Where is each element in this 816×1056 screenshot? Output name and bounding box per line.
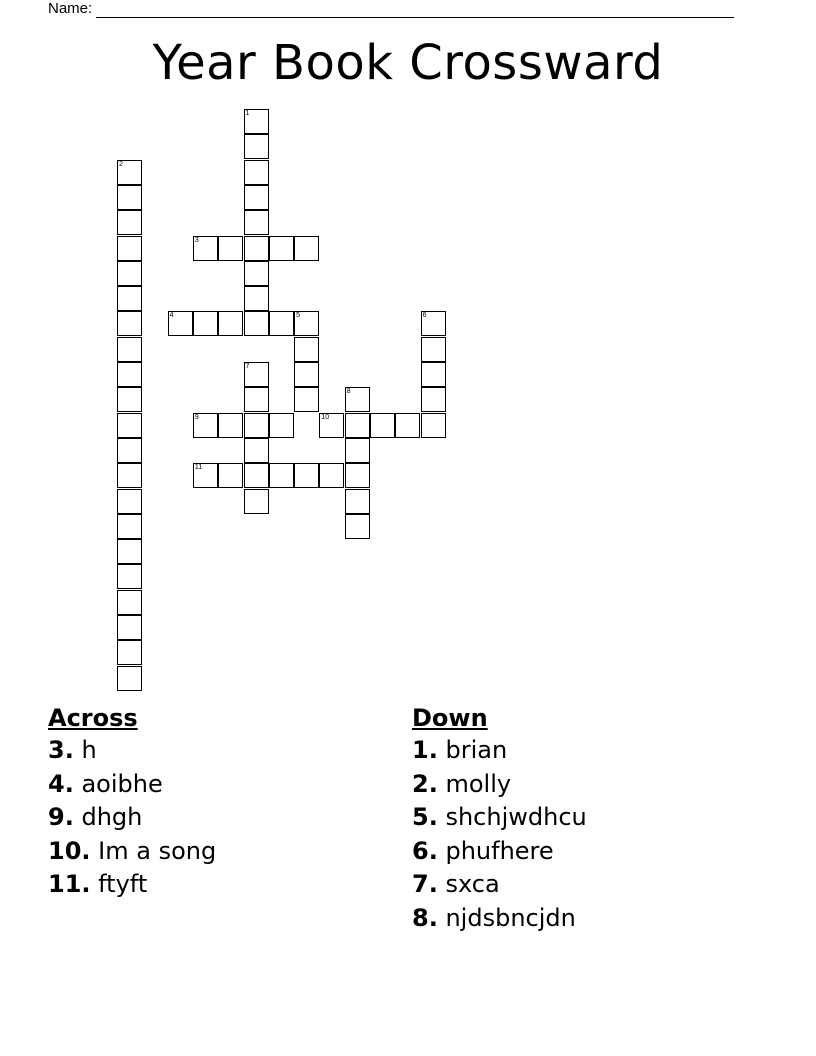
crossword-cell[interactable] [117, 311, 142, 336]
crossword-cell[interactable] [244, 160, 269, 185]
crossword-cell[interactable] [319, 463, 344, 488]
crossword-cell[interactable] [117, 489, 142, 514]
crossword-cell[interactable] [244, 134, 269, 159]
crossword-cell[interactable] [117, 185, 142, 210]
crossword-cell[interactable] [269, 311, 294, 336]
crossword-cell[interactable] [117, 438, 142, 463]
crossword-cell[interactable] [345, 514, 370, 539]
clue-text: shchjwdhcu [445, 803, 587, 831]
clue-text: Im a song [98, 836, 217, 865]
crossword-cell[interactable] [244, 286, 269, 311]
crossword-cell[interactable] [117, 261, 142, 286]
clue-text: ftyft [98, 870, 148, 898]
cell-number: 3 [194, 236, 199, 244]
crossword-cell[interactable] [117, 666, 142, 691]
clue-text: sxca [445, 870, 500, 898]
crossword-cell[interactable] [244, 185, 269, 210]
cell-number: 7 [245, 363, 250, 370]
clue-text: h [81, 736, 97, 764]
crossword-cell[interactable] [294, 337, 319, 362]
clue-number: 1. [412, 736, 438, 764]
down-clues [412, 702, 752, 935]
crossword-cell[interactable] [117, 362, 142, 387]
crossword-cell[interactable] [218, 413, 243, 438]
clue-number: 7. [412, 870, 438, 898]
crossword-cell[interactable] [269, 236, 294, 261]
crossword-cell[interactable] [117, 413, 142, 438]
clue-text: molly [445, 769, 512, 798]
cell-number: 2 [119, 160, 123, 168]
crossword-cell[interactable] [294, 387, 319, 412]
down-clue [412, 868, 752, 902]
crossword-cell[interactable] [117, 387, 142, 412]
crossword-cell[interactable] [421, 362, 446, 387]
crossword-cell[interactable] [193, 413, 218, 438]
crossword-cell[interactable] [244, 311, 269, 336]
crossword-cell[interactable] [345, 438, 370, 463]
clue-number: 8. [412, 903, 438, 932]
crossword-cell[interactable] [345, 413, 370, 438]
crossword-cell[interactable] [117, 539, 142, 564]
clue-text: brian [445, 736, 508, 764]
crossword-cell[interactable] [244, 438, 269, 463]
crossword-cell[interactable] [244, 463, 269, 488]
down-clue [412, 734, 752, 768]
crossword-cell[interactable] [244, 413, 269, 438]
crossword-cell[interactable] [117, 640, 142, 665]
crossword-cell[interactable] [244, 362, 269, 387]
crossword-cell[interactable] [193, 463, 218, 488]
across-clue [48, 768, 388, 802]
clue-number: 2. [412, 769, 438, 798]
clue-text: phufhere [445, 836, 554, 865]
cell-number: 6 [422, 312, 427, 320]
cell-number: 5 [296, 312, 300, 320]
down-clue [412, 902, 752, 936]
cell-number: 11 [194, 464, 203, 472]
down-clue [412, 768, 752, 802]
crossword-cell[interactable] [345, 387, 370, 412]
crossword-cell[interactable] [345, 489, 370, 514]
crossword-cell[interactable] [117, 236, 142, 261]
crossword-cell[interactable] [218, 311, 243, 336]
clue-number: 6. [412, 836, 438, 865]
name-label: Name: [48, 0, 93, 17]
crossword-cell[interactable] [294, 362, 319, 387]
crossword-cell[interactable] [269, 413, 294, 438]
crossword-cell[interactable] [294, 236, 319, 261]
crossword-cell[interactable] [244, 236, 269, 261]
crossword-cell[interactable] [117, 160, 142, 185]
crossword-cell[interactable] [117, 463, 142, 488]
crossword-cell[interactable] [370, 413, 395, 438]
crossword-cell[interactable] [244, 210, 269, 235]
crossword-cell[interactable] [244, 109, 269, 134]
crossword-cell[interactable] [117, 286, 142, 311]
down-clue [412, 835, 752, 869]
clue-text: dhgh [81, 803, 143, 831]
down-clue [412, 801, 752, 835]
across-clue [48, 801, 388, 835]
crossword-cell[interactable] [218, 463, 243, 488]
clue-number: 10. [48, 836, 91, 865]
crossword-cell[interactable] [294, 463, 319, 488]
crossword-cell[interactable] [244, 489, 269, 514]
cell-number: 1 [245, 110, 250, 117]
crossword-cell[interactable] [421, 337, 446, 362]
crossword-cell[interactable] [193, 236, 218, 261]
crossword-cell[interactable] [244, 387, 269, 412]
crossword-cell[interactable] [421, 413, 446, 438]
clue-number: 11. [48, 870, 91, 898]
crossword-cell[interactable] [319, 413, 344, 438]
crossword-cell[interactable] [117, 564, 142, 589]
crossword-cell[interactable] [117, 590, 142, 615]
cell-number: 9 [194, 413, 199, 421]
clue-number: 5. [412, 803, 438, 831]
down-heading: Down [412, 704, 488, 732]
crossword-cell[interactable] [269, 463, 294, 488]
crossword-cell[interactable] [117, 615, 142, 640]
across-clues [48, 702, 388, 902]
cell-number: 4 [169, 312, 174, 320]
clue-number: 9. [48, 803, 74, 831]
crossword-cell[interactable] [421, 387, 446, 412]
crossword-cell[interactable] [193, 311, 218, 336]
crossword-cell[interactable] [117, 210, 142, 235]
page-title: Year Book Crossward [152, 35, 664, 91]
crossword-cell[interactable] [117, 337, 142, 362]
across-clue [48, 734, 388, 768]
clue-text: aoibhe [81, 769, 163, 798]
crossword-cell[interactable] [244, 261, 269, 286]
crossword-cell[interactable] [345, 463, 370, 488]
crossword-cell[interactable] [395, 413, 420, 438]
crossword-cell[interactable] [421, 311, 446, 336]
clue-number: 3. [48, 736, 74, 764]
crossword-cell[interactable] [117, 514, 142, 539]
crossword-cell[interactable] [218, 236, 243, 261]
across-clue [48, 835, 388, 869]
clue-number: 4. [48, 769, 74, 798]
crossword-cell[interactable] [168, 311, 193, 336]
across-heading: Across [48, 704, 138, 732]
across-clue [48, 868, 388, 902]
cell-number: 10 [321, 413, 330, 421]
cell-number: 8 [346, 388, 351, 396]
clue-text: njdsbncjdn [445, 903, 576, 932]
crossword-cell[interactable] [294, 311, 319, 336]
